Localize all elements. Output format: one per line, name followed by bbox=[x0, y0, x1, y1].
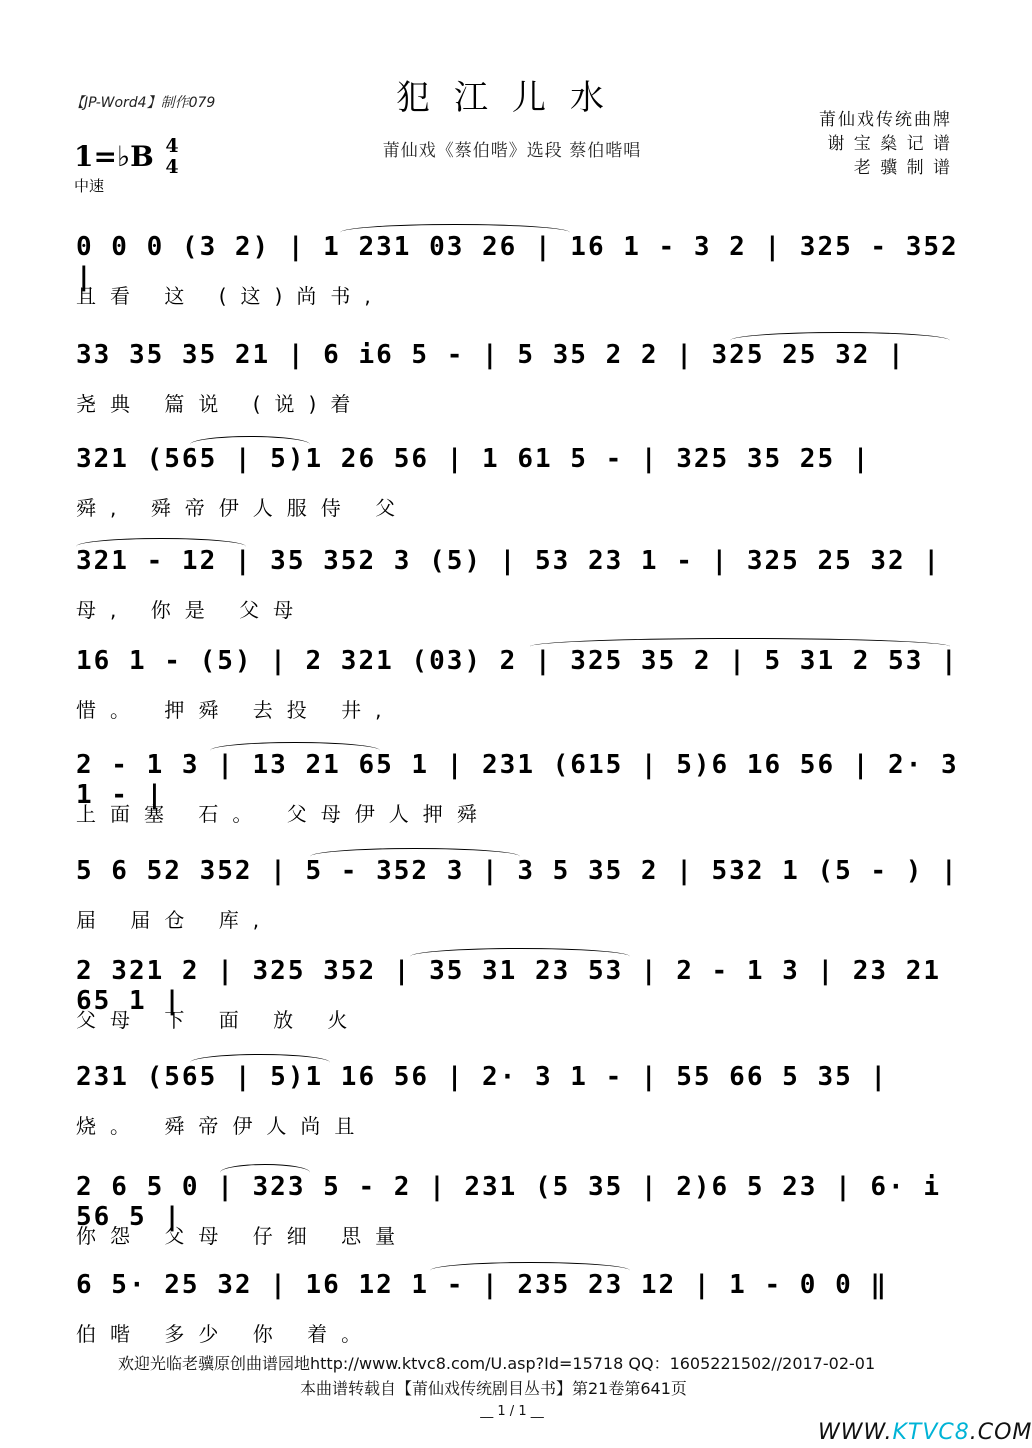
footer-website: 欢迎光临老骥原创曲谱园地http://www.ktvc8.com/U.asp?Id=15718 QQ：1605221502//2017-02-01 bbox=[118, 1354, 876, 1373]
page-number: __ 1 / 1 __ bbox=[480, 1404, 544, 1419]
time-signature bbox=[162, 136, 182, 178]
watermark-logo bbox=[818, 1420, 1032, 1445]
staff-row-7 bbox=[70, 846, 960, 948]
staff-lyrics: 舜, 舜帝伊人服侍 父 bbox=[76, 496, 410, 520]
staff-notes: 321 - 12 | 35 352 3 (5) | 53 23 1 - | 325 25 32 | bbox=[76, 546, 942, 576]
staff-notes: 321 (565 | 5)1 26 56 | 1 61 5 - | 325 35 25 | bbox=[76, 444, 871, 474]
tempo-marking: 中速 bbox=[74, 177, 105, 195]
staff-lyrics: 上面塞 石。 父母伊人押舜 bbox=[76, 802, 491, 826]
staff-lyrics: 父母 下 面 放 火 bbox=[76, 1008, 362, 1032]
credits bbox=[819, 108, 952, 180]
watermark-brand: KTVC8 bbox=[892, 1420, 970, 1445]
watermark-suffix: .COM bbox=[969, 1420, 1032, 1445]
time-sig-bottom: 4 bbox=[165, 156, 179, 178]
key-signature: 1=♭B bbox=[74, 140, 154, 173]
staff-notes: 2 321 2 | 325 352 | 35 31 23 53 | 2 - 1 3 | 23 21 65 1 | bbox=[76, 956, 942, 1016]
watermark-prefix: WWW. bbox=[818, 1420, 893, 1445]
footer-source: 本曲谱转载自【莆仙戏传统剧目丛书】第21卷第641页 bbox=[300, 1379, 687, 1398]
song-subtitle: 莆仙戏《蔡伯喈》选段 蔡伯喈唱 bbox=[382, 141, 642, 161]
credit-line-1: 莆仙戏传统曲牌 bbox=[819, 110, 952, 130]
staff-row-1 bbox=[70, 222, 960, 324]
staff-lyrics: 届 届仓 库, bbox=[76, 908, 274, 932]
staff-row-10 bbox=[70, 1162, 960, 1264]
staff-notes: 6 5· 25 32 | 16 12 1 - | 235 23 12 | 1 - 0 0 ‖ bbox=[76, 1270, 889, 1300]
staff-row-5 bbox=[70, 636, 960, 738]
time-sig-top: 4 bbox=[165, 135, 179, 157]
staff-row-2 bbox=[70, 330, 960, 432]
credit-line-2: 谢 宝 燊 记 谱 bbox=[827, 134, 952, 154]
staff-notes: 16 1 - (5) | 2 321 (03) 2 | 325 35 2 | 5 31 2 53 | bbox=[76, 646, 959, 676]
staff-row-11 bbox=[70, 1260, 960, 1362]
staff-lyrics: 母, 你是 父母 bbox=[76, 598, 308, 622]
staff-row-6 bbox=[70, 740, 960, 842]
staff-lyrics: 且看 这 (这)尚书, bbox=[76, 284, 385, 308]
song-title: 犯江儿水 bbox=[396, 78, 628, 118]
staff-lyrics: 惜。 押舜 去投 井, bbox=[76, 698, 396, 722]
staff-lyrics: 尧典 篇说 (说)着 bbox=[76, 392, 365, 416]
staff-row-4 bbox=[70, 536, 960, 638]
staff-notes: 231 (565 | 5)1 16 56 | 2· 3 1 - | 55 66 5 35 | bbox=[76, 1062, 889, 1092]
staff-notes: 33 35 35 21 | 6 i6 5 - | 5 35 2 2 | 325 25 32 | bbox=[76, 340, 906, 370]
staff-notes: 2 6 5 0 | 323 5 - 2 | 231 (5 35 | 2)6 5 23 | 6· i 56 5 | bbox=[76, 1172, 942, 1232]
staff-row-8 bbox=[70, 946, 960, 1048]
credit-line-3: 老 骥 制 谱 bbox=[853, 158, 952, 178]
staff-lyrics: 烧。 舜帝伊人尚且 bbox=[76, 1114, 369, 1138]
staff-lyrics: 伯喈 多少 你 着。 bbox=[76, 1322, 376, 1346]
staff-row-9 bbox=[70, 1052, 960, 1154]
staff-notes: 0 0 0 (3 2) | 1 231 03 26 | 16 1 - 3 2 | 325 - 352 | bbox=[76, 232, 959, 292]
staff-lyrics: 你怨 父母 仔细 思量 bbox=[76, 1224, 410, 1248]
staff-notes: 2 - 1 3 | 13 21 65 1 | 231 (615 | 5)6 16 56 | 2· 3 1 - | bbox=[76, 750, 959, 810]
staff-notes: 5 6 52 352 | 5 - 352 3 | 3 5 35 2 | 532 1 (5 - ) | bbox=[76, 856, 959, 886]
staff-row-3 bbox=[70, 434, 960, 536]
maker-note: 【JP-Word4】制作079 bbox=[70, 95, 216, 111]
